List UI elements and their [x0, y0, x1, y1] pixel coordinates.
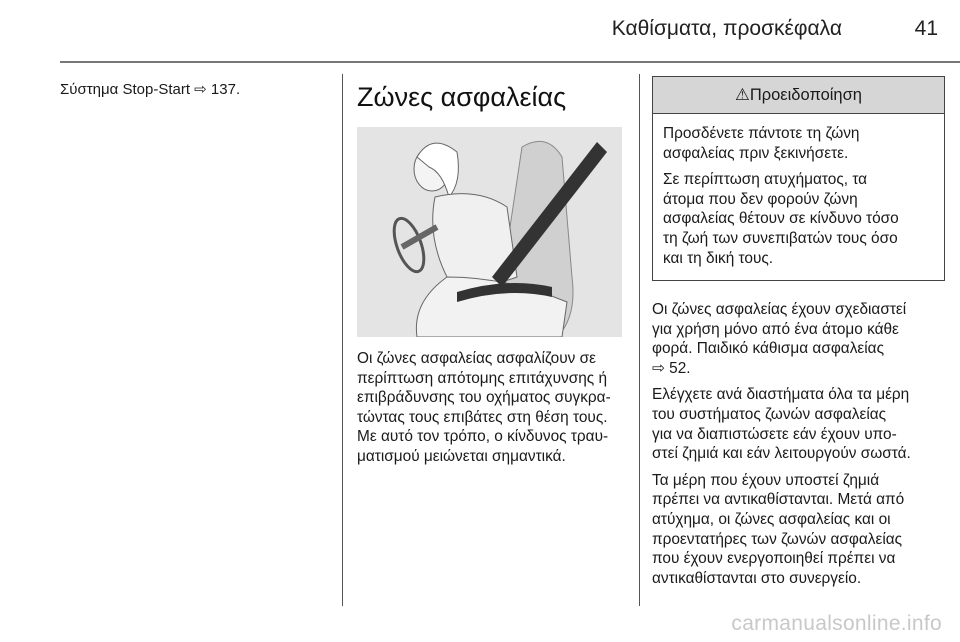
text-line: ασφαλείας πριν ξεκινήσετε.	[663, 144, 849, 162]
page-number: 41	[914, 17, 938, 40]
text-line: για χρήση μόνο από ένα άτομο κάθε	[652, 320, 899, 338]
text-line: ασφαλείας θέτουν σε κίνδυνο τόσο	[663, 210, 899, 228]
watermark: carmanualsonline.info	[731, 612, 942, 635]
text-line: Οι ζώνες ασφαλείας ασφαλίζουν σε	[357, 350, 596, 367]
crossref-link[interactable]: Σύστημα Stop-Start ⇨ 137.	[60, 81, 241, 98]
text-line: πρέπει να αντικαθίστανται. Μετά από	[652, 491, 905, 509]
text-line: στεί ζημιά και εάν λειτουργούν σωστά.	[652, 445, 911, 463]
text-line: Προσδένετε πάντοτε τη ζώνη	[663, 125, 860, 142]
warning-header	[653, 77, 944, 114]
text-line: επιβράδυνσης του οχήματος συγκρα-	[357, 389, 611, 407]
paragraph	[652, 300, 911, 378]
text-line: για να διαπιστώσετε εάν έχουν υπο-	[652, 425, 897, 443]
header-rule	[60, 61, 960, 63]
warning-triangle-icon: ⚠	[735, 86, 750, 104]
text-line: ατύχημα, οι ζώνες ασφαλείας και οι	[652, 510, 891, 528]
seatbelt-intro-paragraph	[357, 349, 611, 467]
text-line: Οι ζώνες ασφαλείας έχουν σχεδιαστεί	[652, 301, 907, 318]
text-line: αντικαθίστανται στο συνεργείο.	[652, 569, 862, 587]
text-line: ματισμού μειώνεται σημαντικά.	[357, 447, 566, 465]
crossref-link[interactable]: ⇨ 52.	[652, 359, 691, 377]
warning-paragraph	[663, 124, 944, 163]
text-line: του συστήματος ζωνών ασφαλείας	[652, 405, 887, 423]
text-line: περίπτωση απότομης επιτάχυνσης ή	[357, 369, 608, 387]
text-line: άτομα που δεν φορούν ζώνη	[663, 190, 858, 208]
right-column-text	[652, 300, 911, 595]
section-heading: Ζώνες ασφαλείας	[357, 82, 567, 112]
text-line: προεντατήρες των ζωνών ασφαλείας	[652, 530, 903, 548]
warning-box	[652, 76, 945, 281]
text-line: και τη δική τους.	[663, 249, 774, 267]
text-line: Σε περίπτωση ατυχήματος, τα	[663, 171, 868, 189]
warning-paragraph	[663, 170, 944, 268]
text-line: τη ζωή των συνεπιβατών τους όσο	[663, 229, 898, 247]
warning-body	[653, 114, 944, 268]
text-line: που έχουν ενεργοποιηθεί πρέπει να	[652, 550, 896, 568]
column-divider	[639, 74, 640, 606]
text-line: Τα μέρη που έχουν υποστεί ζημιά	[652, 471, 880, 489]
paragraph	[652, 385, 911, 463]
text-line: τώντας τους επιβάτες στη θέση τους.	[357, 408, 608, 426]
text-line: Ελέγχετε ανά διαστήματα όλα τα μέρη	[652, 386, 910, 404]
text-line: φορά. Παιδικό κάθισμα ασφαλείας	[652, 340, 884, 358]
running-header-title: Καθίσματα, προσκέφαλα	[611, 17, 842, 40]
seatbelt-illustration	[357, 127, 622, 337]
column-divider	[342, 74, 343, 606]
warning-title: Προειδοποίηση	[749, 86, 862, 104]
paragraph	[652, 471, 911, 589]
text-line: Με αυτό τον τρόπο, ο κίνδυνος τραυ-	[357, 428, 609, 446]
